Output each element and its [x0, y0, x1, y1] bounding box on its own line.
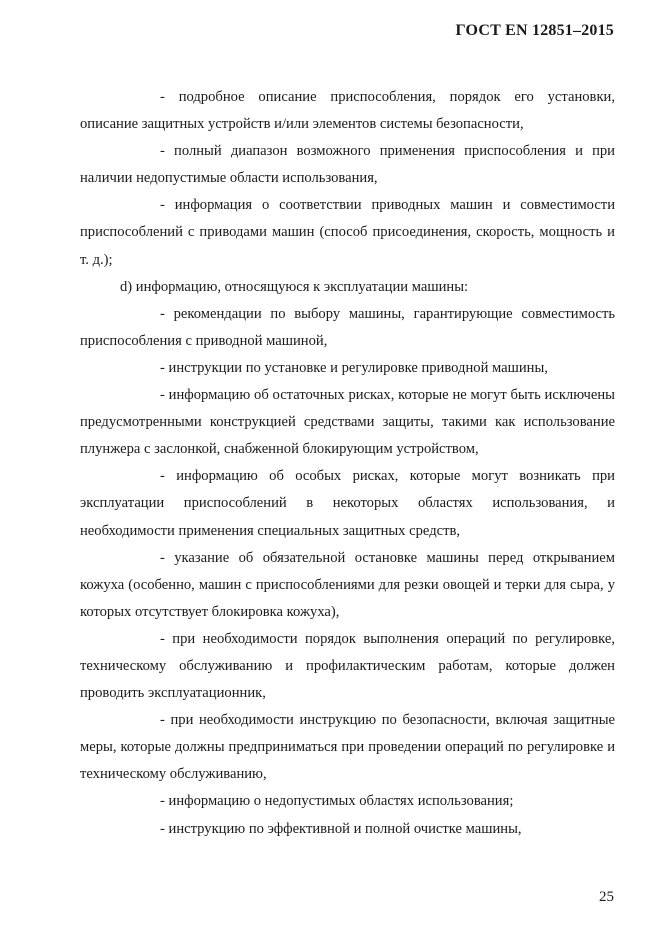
list-item: - информация о соответствии приводных машин и совместимости приспособлений с приводами машин (способ присоединения, скорость, мощность и т. д.); [80, 197, 615, 268]
list-item: - информацию об особых рисках, которые могут возникать при эксплуатации приспособлений в некоторых областях использования, и необходимости применения специальных защитных средств, [80, 468, 615, 539]
list-item: - информацию о недопустимых областях использования; [160, 793, 514, 810]
list-item: - указание об обязательной остановке машины перед открыванием кожуха (особенно, машин с приспособлениями для резки овощей и терки для сыра, у которых отсутствует блокировка кожуха), [80, 549, 615, 620]
list-item: - полный диапазон возможного применения приспособления и при наличии недопустимые области использования, [80, 143, 615, 187]
list-item: - информацию об остаточных рисках, которые не могут быть исключены предусмотренными конструкцией средствами защиты, такими как использование плунжера с заслонкой, снабженной блокирующим устройством, [80, 387, 615, 458]
section-item-d: d) информацию, относящуюся к эксплуатации машины: [120, 278, 469, 295]
list-item: - инструкции по установке и регулировке приводной машины, [160, 359, 548, 376]
list-item: - рекомендации по выбору машины, гарантирующие совместимость приспособления с приводной машиной, [80, 305, 615, 349]
list-item: - подробное описание приспособления, порядок его установки, описание защитных устройств и/или элементов системы безопасности, [80, 89, 615, 133]
page-number: 25 [599, 889, 614, 905]
list-item: - инструкцию по эффективной и полной очистке машины, [160, 820, 522, 837]
page-header-title: ГОСТ EN 12851–2015 [455, 22, 614, 39]
list-item: - при необходимости порядок выполнения операций по регулировке, техническому обслуживанию и профилактическим работам, которые должен проводить эксплуатационник, [80, 630, 615, 702]
list-item: - при необходимости инструкцию по безопасности, включая защитные меры, которые должны предприниматься при проведении операций по регулировке и техническому обслуживанию, [80, 712, 615, 783]
document-body [80, 84, 615, 843]
